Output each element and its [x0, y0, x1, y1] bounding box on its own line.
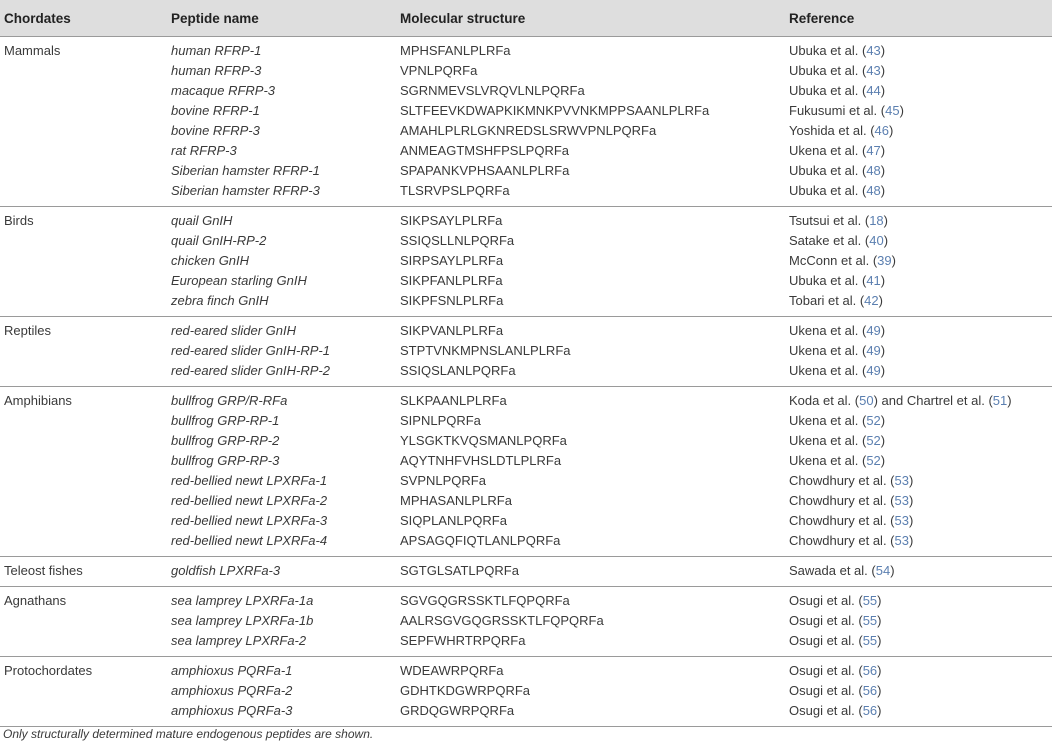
table-row — [0, 411, 1052, 431]
reference-text: ) — [908, 513, 914, 528]
molecular-structure-cell: SPAPANKVPHSAANLPLRFa — [400, 163, 570, 178]
chordate-group-cell: Reptiles — [4, 323, 51, 338]
peptide-name-cell: bovine RFRP-3 — [171, 123, 260, 138]
chordate-group-cell — [0, 361, 167, 387]
reference-text: Osugi et al. ( — [789, 633, 863, 648]
peptide-name-cell: red-eared slider GnIH-RP-1 — [171, 343, 330, 358]
reference-cell — [785, 101, 1052, 121]
peptide-name-cell: red-eared slider GnIH-RP-2 — [167, 361, 396, 387]
molecular-structure-cell: SIQPLANLPQRFa — [400, 513, 507, 528]
molecular-structure-cell: STPTVNKMPNSLANLPLRFa — [400, 343, 571, 358]
table-header — [0, 0, 1052, 37]
chordate-group-cell — [0, 451, 167, 471]
reference-text: Chowdhury et al. ( — [789, 533, 895, 548]
citation-link[interactable]: 56 — [862, 663, 878, 678]
reference-text: ) — [880, 273, 886, 288]
chordate-group-cell — [0, 531, 167, 557]
reference-text: Ukena et al. ( — [789, 343, 867, 358]
table-footnote: Only structurally determined mature endogenous peptides are shown. — [3, 727, 374, 741]
table-row — [0, 361, 1052, 387]
table-body — [0, 37, 1052, 727]
table-row — [0, 101, 1052, 121]
reference-text: ) — [908, 473, 914, 488]
reference-cell — [785, 231, 1052, 251]
molecular-structure-cell: ANMEAGTMSHFPSLPQRFa — [400, 143, 570, 158]
molecular-structure-cell: SLKPAANLPLRFa — [400, 393, 507, 408]
reference-cell — [785, 587, 1052, 612]
citation-link[interactable]: 52 — [866, 433, 881, 448]
reference-cell — [785, 701, 1052, 727]
reference-cell — [785, 271, 1052, 291]
molecular-structure-cell: SIKPSAYLPLRFa — [400, 213, 503, 228]
reference-cell — [785, 251, 1052, 271]
chordate-group-cell: Protochordates — [4, 663, 93, 678]
chordate-group-cell — [0, 431, 167, 451]
reference-text: ) — [880, 163, 886, 178]
reference-cell — [785, 681, 1052, 701]
molecular-structure-cell: GDHTKDGWRPQRFa — [400, 683, 530, 698]
reference-text: Ukena et al. ( — [789, 453, 867, 468]
peptide-name-cell: red-bellied newt LPXRFa-4 — [167, 531, 396, 557]
reference-text: Osugi et al. ( — [789, 683, 863, 698]
molecular-structure-cell: VPNLPQRFa — [400, 63, 478, 78]
citation-link[interactable]: 49 — [866, 343, 881, 358]
citation-link[interactable]: 42 — [864, 293, 879, 308]
reference-text: Ukena et al. ( — [789, 363, 867, 378]
table-row — [0, 161, 1052, 181]
reference-text: ) — [880, 343, 886, 358]
molecular-structure-cell: APSAGQFIQTLANLPQRFa — [396, 531, 785, 557]
peptide-name-cell: bullfrog GRP-RP-3 — [171, 453, 280, 468]
molecular-structure-cell: YLSGKTKVQSMANLPQRFa — [400, 433, 567, 448]
peptide-name-cell: bovine RFRP-1 — [171, 103, 260, 118]
peptide-name-cell: sea lamprey LPXRFa-2 — [167, 631, 396, 657]
citation-link[interactable]: 18 — [869, 213, 884, 228]
reference-text: ) — [883, 233, 889, 248]
reference-text: Ukena et al. ( — [789, 413, 867, 428]
reference-cell — [785, 631, 1052, 657]
reference-text: Koda et al. ( — [789, 393, 860, 408]
reference-text: McConn et al. ( — [789, 253, 878, 268]
reference-text: Chowdhury et al. ( — [789, 473, 895, 488]
chordate-group-cell — [0, 141, 167, 161]
table-row — [0, 631, 1052, 657]
peptide-name-cell: rat RFRP-3 — [171, 143, 237, 158]
reference-cell — [785, 491, 1052, 511]
reference-text: Chowdhury et al. ( — [789, 513, 895, 528]
molecular-structure-cell: SSIQSLANLPQRFa — [396, 361, 785, 387]
reference-text: ) — [877, 663, 882, 678]
chordate-group-cell — [0, 681, 167, 701]
reference-cell — [785, 387, 1052, 412]
peptide-name-cell: amphioxus PQRFa-2 — [171, 683, 293, 698]
table-row — [0, 121, 1052, 141]
table-row — [0, 451, 1052, 471]
reference-text: Ubuka et al. ( — [789, 43, 867, 58]
reference-text: Ubuka et al. ( — [789, 273, 867, 288]
table-row — [0, 291, 1052, 317]
reference-text: ) — [908, 493, 914, 508]
molecular-structure-cell: SIRPSAYLPLRFa — [400, 253, 504, 268]
reference-cell — [785, 471, 1052, 491]
table-row — [0, 557, 1052, 587]
reference-text: ) — [877, 593, 882, 608]
molecular-structure-cell: SGVGQGRSSKTLFQPQRFa — [400, 593, 570, 608]
table-row — [0, 701, 1052, 727]
table-row — [0, 271, 1052, 291]
reference-cell — [785, 611, 1052, 631]
reference-cell — [785, 61, 1052, 81]
peptide-name-cell: chicken GnIH — [171, 253, 250, 268]
header-peptide-name: Peptide name — [167, 0, 396, 37]
chordate-group-cell — [0, 611, 167, 631]
citation-link[interactable]: 56 — [862, 683, 878, 698]
citation-link[interactable]: 55 — [862, 633, 878, 648]
reference-text: Tobari et al. ( — [789, 293, 865, 308]
reference-text: ) — [880, 83, 886, 98]
chordate-group-cell — [0, 701, 167, 727]
citation-link[interactable]: 43 — [866, 63, 881, 78]
peptide-name-cell: human RFRP-3 — [171, 63, 262, 78]
chordate-group-cell — [0, 631, 167, 657]
peptide-name-cell: red-eared slider GnIH — [171, 323, 296, 338]
citation-link[interactable]: 53 — [894, 493, 909, 508]
table-row — [0, 587, 1052, 612]
reference-text: ) — [891, 253, 896, 268]
reference-text: ) — [878, 293, 883, 308]
molecular-structure-cell: WDEAWRPQRFa — [400, 663, 504, 678]
reference-text: ) — [877, 703, 882, 718]
reference-text: Ubuka et al. ( — [789, 63, 867, 78]
molecular-structure-cell: AQYTNHFVHSLDTLPLRFa — [400, 453, 562, 468]
reference-cell — [785, 161, 1052, 181]
citation-link[interactable]: 51 — [992, 393, 1008, 408]
reference-cell — [785, 511, 1052, 531]
peptide-name-cell: goldfish LPXRFa-3 — [167, 557, 396, 587]
peptide-name-cell: zebra finch GnIH — [167, 291, 396, 317]
molecular-structure-cell: SGRNMEVSLVRQVLNLPQRFa — [400, 83, 585, 98]
chordate-group-cell: Teleost fishes — [0, 557, 167, 587]
citation-link[interactable]: 56 — [862, 703, 878, 718]
citation-link[interactable]: 52 — [866, 453, 881, 468]
table-row — [0, 207, 1052, 232]
chordate-group-cell — [0, 231, 167, 251]
reference-text: ) — [880, 143, 886, 158]
chordate-group-cell — [0, 61, 167, 81]
reference-text: ) — [1007, 393, 1012, 408]
citation-link[interactable]: 47 — [866, 143, 881, 158]
header-reference: Reference — [785, 0, 1052, 37]
peptide-name-cell: bullfrog GRP/R-RFa — [171, 393, 288, 408]
table-row — [0, 181, 1052, 207]
reference-text: Tsutsui et al. ( — [789, 213, 870, 228]
reference-text: ) — [880, 363, 886, 378]
reference-text: Satake et al. ( — [789, 233, 870, 248]
reference-cell — [785, 291, 1052, 317]
reference-cell — [785, 181, 1052, 207]
reference-cell — [785, 431, 1052, 451]
citation-link[interactable]: 48 — [866, 183, 881, 198]
chordate-group-cell — [0, 491, 167, 511]
reference-cell — [785, 141, 1052, 161]
reference-text: ) — [880, 63, 886, 78]
peptide-name-cell: sea lamprey LPXRFa-1a — [171, 593, 314, 608]
chordate-group-cell — [0, 121, 167, 141]
table-row — [0, 511, 1052, 531]
molecular-structure-cell: SIKPVANLPLRFa — [400, 323, 504, 338]
molecular-structure-cell: AMAHLPLRLGKNREDSLSRWVPNLPQRFa — [400, 123, 657, 138]
molecular-structure-cell: GRDQGWRPQRFa — [396, 701, 785, 727]
table-row — [0, 431, 1052, 451]
table-row — [0, 141, 1052, 161]
reference-text: ) — [889, 123, 894, 138]
peptide-name-cell: Siberian hamster RFRP-3 — [167, 181, 396, 207]
reference-text: ) — [880, 183, 886, 198]
molecular-structure-cell: AALRSGVGQGRSSKTLFQPQRFa — [400, 613, 604, 628]
peptide-name-cell: European starling GnIH — [171, 273, 307, 288]
molecular-structure-cell: SSIQSLLNLPQRFa — [400, 233, 515, 248]
citation-link[interactable]: 43 — [866, 43, 881, 58]
molecular-structure-cell: SIKPFSNLPLRFa — [396, 291, 785, 317]
citation-link[interactable]: 49 — [866, 363, 881, 378]
molecular-structure-cell: SLTFEEVKDWAPKIKMNKPVVNKMPPSAANLPLRFa — [400, 103, 710, 118]
citation-link[interactable]: 41 — [866, 273, 881, 288]
table-row — [0, 61, 1052, 81]
chordate-group-cell — [0, 341, 167, 361]
reference-text: ) and Chartrel et al. ( — [873, 393, 993, 408]
peptide-name-cell: quail GnIH-RP-2 — [171, 233, 267, 248]
reference-cell — [785, 317, 1052, 342]
reference-text: ) — [899, 103, 904, 118]
table-row — [0, 251, 1052, 271]
peptide-name-cell: red-bellied newt LPXRFa-2 — [171, 493, 328, 508]
molecular-structure-cell: SEPFWHRTRPQRFa — [396, 631, 785, 657]
citation-link[interactable]: 55 — [862, 613, 878, 628]
reference-text: ) — [880, 453, 886, 468]
reference-text: ) — [908, 533, 914, 548]
table-row — [0, 681, 1052, 701]
header-chordates: Chordates — [0, 0, 167, 37]
citation-link[interactable]: 50 — [859, 393, 874, 408]
peptide-name-cell: sea lamprey LPXRFa-1b — [171, 613, 314, 628]
molecular-structure-cell: SIPNLPQRFa — [400, 413, 481, 428]
chordate-group-cell — [0, 251, 167, 271]
reference-text: Osugi et al. ( — [789, 613, 863, 628]
reference-text: Fukusumi et al. ( — [789, 103, 886, 118]
table-row — [0, 81, 1052, 101]
reference-text: ) — [880, 43, 886, 58]
reference-text: ) — [877, 633, 882, 648]
reference-text: ) — [883, 213, 889, 228]
reference-text: Osugi et al. ( — [789, 593, 863, 608]
reference-text: Chowdhury et al. ( — [789, 493, 895, 508]
reference-text: ) — [877, 683, 882, 698]
citation-link[interactable]: 46 — [874, 123, 889, 138]
reference-text: Ukena et al. ( — [789, 143, 867, 158]
citation-link[interactable]: 45 — [885, 103, 900, 118]
header-molecular-structure: Molecular structure — [396, 0, 785, 37]
citation-link[interactable]: 44 — [866, 83, 881, 98]
peptide-name-cell: amphioxus PQRFa-3 — [167, 701, 396, 727]
molecular-structure-cell: MPHSFANLPLRFa — [400, 43, 511, 58]
reference-cell — [785, 411, 1052, 431]
citation-link[interactable]: 39 — [877, 253, 892, 268]
reference-text: ) — [877, 613, 882, 628]
reference-cell — [785, 361, 1052, 387]
reference-text: ) — [880, 413, 886, 428]
chordate-group-cell: Amphibians — [4, 393, 72, 408]
reference-text: ) — [880, 323, 886, 338]
citation-link[interactable]: 40 — [869, 233, 884, 248]
molecular-structure-cell: MPHASANLPLRFa — [400, 493, 512, 508]
citation-link[interactable]: 54 — [875, 563, 891, 578]
molecular-structure-cell: SIKPFANLPLRFa — [400, 273, 503, 288]
reference-text: Osugi et al. ( — [789, 663, 863, 678]
peptide-name-cell: bullfrog GRP-RP-1 — [171, 413, 280, 428]
chordate-group-cell — [0, 81, 167, 101]
molecular-structure-cell: SGTGLSATLPQRFa — [396, 557, 785, 587]
peptide-name-cell: quail GnIH — [171, 213, 233, 228]
peptide-name-cell: red-bellied newt LPXRFa-3 — [171, 513, 328, 528]
reference-cell — [785, 37, 1052, 62]
chordate-group-cell — [0, 271, 167, 291]
reference-cell — [785, 207, 1052, 232]
citation-link[interactable]: 53 — [894, 533, 909, 548]
reference-text: Ubuka et al. ( — [789, 83, 867, 98]
table-row — [0, 491, 1052, 511]
citation-link[interactable]: 55 — [862, 593, 878, 608]
table-row — [0, 531, 1052, 557]
table-row — [0, 341, 1052, 361]
chordate-group-cell — [0, 471, 167, 491]
chordate-group-cell: Mammals — [4, 43, 61, 58]
reference-text: Yoshida et al. ( — [789, 123, 875, 138]
citation-link[interactable]: 53 — [894, 473, 909, 488]
citation-link[interactable]: 48 — [866, 163, 881, 178]
peptide-name-cell: human RFRP-1 — [171, 43, 262, 58]
chordate-group-cell — [0, 411, 167, 431]
peptide-name-cell: red-bellied newt LPXRFa-1 — [171, 473, 328, 488]
reference-cell — [785, 81, 1052, 101]
peptide-name-cell: Siberian hamster RFRP-1 — [171, 163, 320, 178]
molecular-structure-cell: SVPNLPQRFa — [400, 473, 486, 488]
chordate-group-cell: Birds — [4, 213, 34, 228]
reference-text: Ubuka et al. ( — [789, 183, 867, 198]
reference-cell — [785, 121, 1052, 141]
reference-text: Sawada et al. ( — [789, 563, 876, 578]
peptide-name-cell: bullfrog GRP-RP-2 — [171, 433, 280, 448]
citation-link[interactable]: 53 — [894, 513, 909, 528]
reference-text: Ukena et al. ( — [789, 323, 867, 338]
reference-text: ) — [890, 563, 895, 578]
table-row — [0, 37, 1052, 62]
chordate-group-cell — [0, 291, 167, 317]
chordate-group-cell: Agnathans — [4, 593, 67, 608]
reference-cell — [785, 557, 1052, 587]
table-row — [0, 611, 1052, 631]
reference-text: ) — [880, 433, 886, 448]
reference-cell — [785, 341, 1052, 361]
table-row — [0, 471, 1052, 491]
molecular-structure-cell: TLSRVPSLPQRFa — [396, 181, 785, 207]
table-row — [0, 387, 1052, 412]
chordate-group-cell — [0, 511, 167, 531]
reference-text: Ubuka et al. ( — [789, 163, 867, 178]
reference-text: Ukena et al. ( — [789, 433, 867, 448]
chordate-group-cell — [0, 161, 167, 181]
reference-text: Osugi et al. ( — [789, 703, 863, 718]
chordate-group-cell — [0, 101, 167, 121]
peptide-name-cell: amphioxus PQRFa-1 — [171, 663, 293, 678]
reference-cell — [785, 451, 1052, 471]
chordate-group-cell — [0, 181, 167, 207]
table-row — [0, 231, 1052, 251]
table-row — [0, 317, 1052, 342]
citation-link[interactable]: 49 — [866, 323, 881, 338]
reference-cell — [785, 657, 1052, 682]
peptide-name-cell: macaque RFRP-3 — [171, 83, 276, 98]
citation-link[interactable]: 52 — [866, 413, 881, 428]
reference-cell — [785, 531, 1052, 557]
table-row — [0, 657, 1052, 682]
